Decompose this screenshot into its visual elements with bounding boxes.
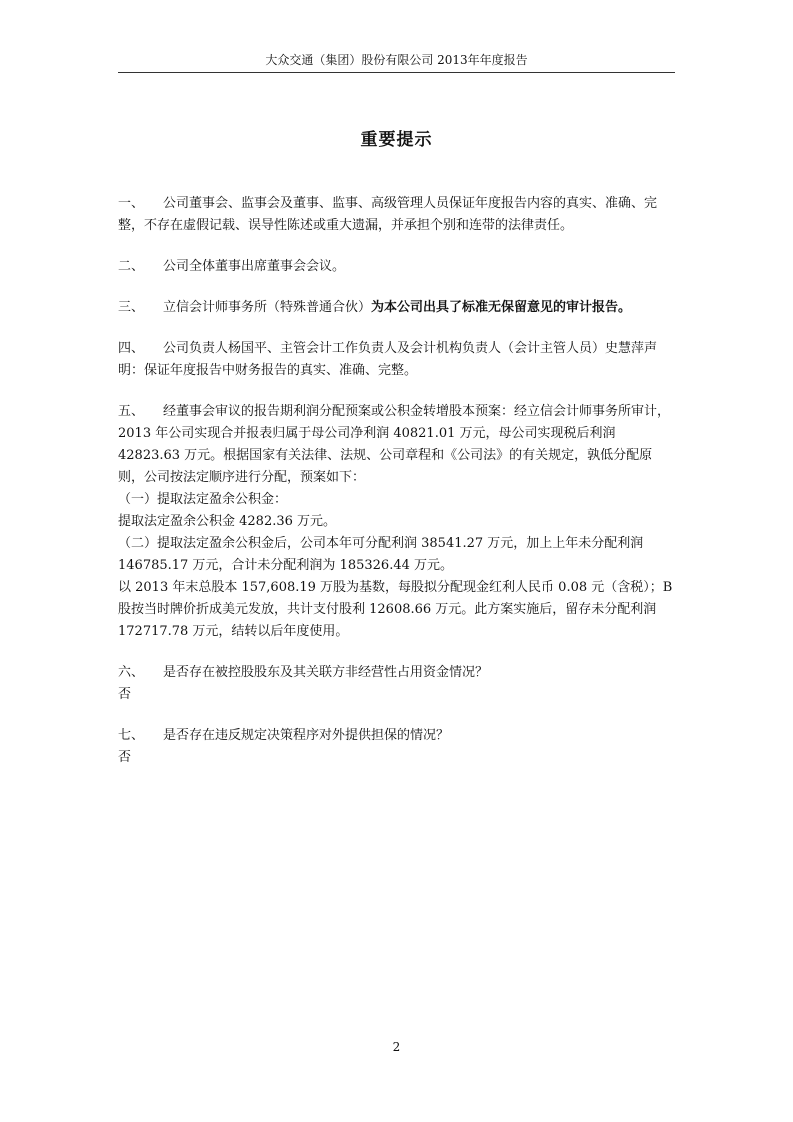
- section-text: 经董事会审议的报告期利润分配预案或公积金转增股本预案：经立信会计师事务所审计，2013 年公司实现合并报表归属于母公司净利润 40821.01 万元，母公司实现税后利润 42823.63 万元。根据国家有关法律、法规、公司章程和《公司法》的有关规定，孰低分配原则，公司按法定顺序进行分配，预案如下：: [118, 404, 671, 485]
- notice-body: [118, 193, 675, 788]
- section-2: [118, 256, 675, 278]
- section-3: [118, 297, 675, 319]
- section-number: 五、: [118, 404, 145, 419]
- section-number: 三、: [118, 300, 145, 315]
- section-number: 七、: [118, 728, 145, 743]
- section-5: [118, 401, 675, 643]
- section-7: [118, 725, 675, 769]
- audit-opinion-bold: 为本公司出具了标准无保留意见的审计报告。: [371, 300, 632, 315]
- section-answer: 否: [118, 687, 132, 702]
- distribution-item-1-detail: 提取法定盈余公积金 4282.36 万元。: [118, 514, 337, 529]
- section-number: 四、: [118, 341, 145, 356]
- section-number: 二、: [118, 259, 145, 274]
- section-text: 立信会计师事务所（特殊普通合伙）: [163, 300, 372, 315]
- page-title: 重要提示: [360, 130, 433, 150]
- section-text: 是否存在违反规定决策程序对外提供担保的情况？: [163, 728, 450, 743]
- section-text: 公司全体董事出席董事会会议。: [163, 259, 346, 274]
- section-number: 六、: [118, 665, 145, 680]
- running-header: 大众交通（集团）股份有限公司 2013年年度报告: [265, 53, 528, 67]
- distribution-item-1-heading: （一）提取法定盈余公积金：: [118, 492, 288, 507]
- distribution-item-2: （二）提取法定盈余公积金后，公司本年可分配利润 38541.27 万元，加上上年未分配利润 146785.17 万元，合计未分配利润为 185326.44 万元。: [118, 536, 644, 573]
- section-text: 公司负责人杨国平、主管会计工作负责人及会计机构负责人（会计主管人员）史慧萍声明：保证年度报告中财务报告的真实、准确、完整。: [118, 341, 658, 378]
- section-text: 是否存在被控股股东及其关联方非经营性占用资金情况？: [163, 665, 489, 680]
- section-1: [118, 193, 675, 237]
- dividend-plan: 以 2013 年末总股本 157,608.19 万股为基数，每股拟分配现金红利人民币 0.08 元（含税）；B 股按当时牌价折成美元发放，共计支付股利 12608.66 万元。此方案实施后，留存未分配利润 172717.78 万元，结转以后年度使用。: [118, 580, 673, 639]
- page-number: 2: [392, 1040, 401, 1054]
- section-answer: 否: [118, 750, 132, 765]
- section-number: 一、: [118, 196, 145, 211]
- section-6: [118, 662, 675, 706]
- section-text: 公司董事会、监事会及董事、监事、高级管理人员保证年度报告内容的真实、准确、完整，不存在虚假记载、误导性陈述或重大遗漏，并承担个别和连带的法律责任。: [118, 196, 658, 233]
- header-divider: [118, 72, 675, 73]
- section-4: [118, 338, 675, 382]
